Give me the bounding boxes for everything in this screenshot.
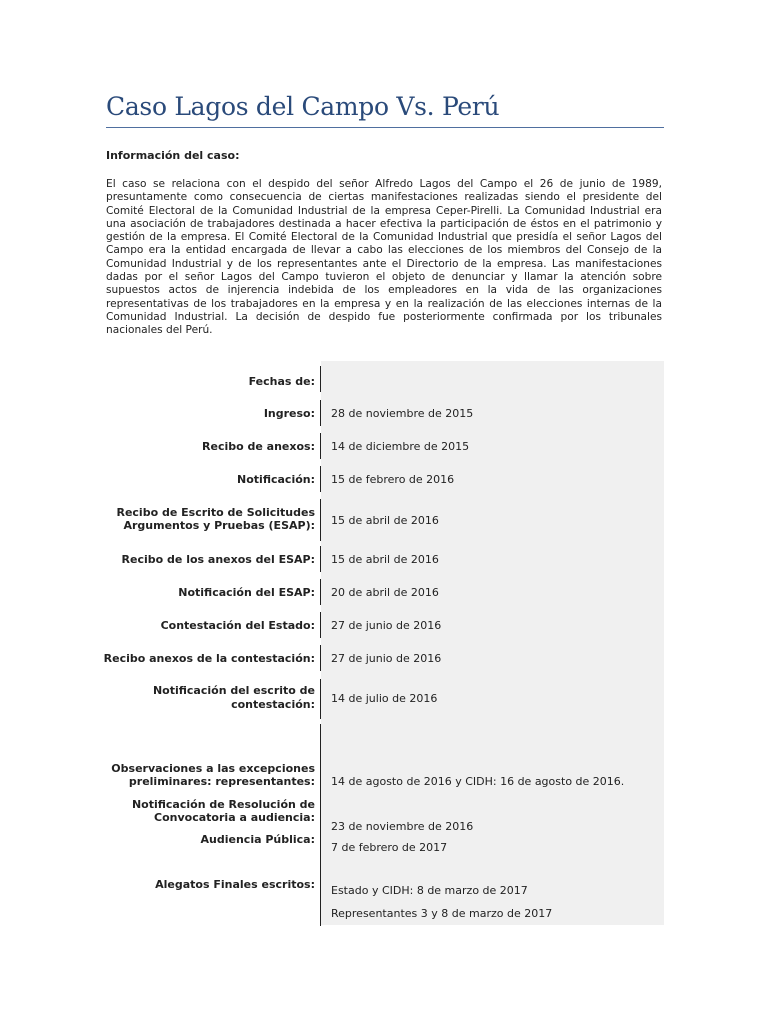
notif-contestacion-label-line1: Notificación del escrito de <box>152 684 315 697</box>
row-divider <box>320 579 321 605</box>
contestacion-value: 27 de junio de 2016 <box>331 619 442 632</box>
audiencia-value: 7 de febrero de 2017 <box>331 841 448 854</box>
row-divider <box>320 546 321 572</box>
anexos-esap-value: 15 de abril de 2016 <box>331 553 439 566</box>
row-divider <box>320 679 321 719</box>
row-divider <box>320 366 321 392</box>
alegatos-label: Alegatos Finales escritos: <box>155 878 315 891</box>
title-underline <box>106 127 664 128</box>
dates-header: Fechas de: <box>248 375 315 388</box>
observaciones-value: 14 de agosto de 2016 y CIDH: 16 de agosto de 2016. <box>331 775 625 788</box>
row-divider <box>320 499 321 541</box>
anexos-label: Recibo de anexos: <box>202 440 315 453</box>
audiencia-label: Audiencia Pública: <box>200 833 315 846</box>
notif-esap-label: Notificación del ESAP: <box>178 586 315 599</box>
observaciones-label-line2: preliminares: representantes: <box>128 775 315 788</box>
notificacion-value: 15 de febrero de 2016 <box>331 473 455 486</box>
anexos-esap-label: Recibo de los anexos del ESAP: <box>121 553 315 566</box>
row-divider <box>320 433 321 459</box>
ingreso-value: 28 de noviembre de 2015 <box>331 407 474 420</box>
alegatos-value-representantes: Representantes 3 y 8 de marzo de 2017 <box>331 907 553 920</box>
anexos-contestacion-label: Recibo anexos de la contestación: <box>103 652 315 665</box>
resolucion-label-line1: Notificación de Resolución de <box>131 798 315 811</box>
row-divider <box>320 645 321 671</box>
notif-esap-value: 20 de abril de 2016 <box>331 586 439 599</box>
resolucion-value: 23 de noviembre de 2016 <box>331 820 474 833</box>
esap-value: 15 de abril de 2016 <box>331 514 439 527</box>
notif-contestacion-label-line2: contestación: <box>231 698 315 711</box>
anexos-contestacion-value: 27 de junio de 2016 <box>331 652 442 665</box>
observaciones-label-line1: Observaciones a las excepciones <box>111 762 315 775</box>
esap-label-line1: Recibo de Escrito de Solicitudes <box>116 506 315 519</box>
resolucion-label-line2: Convocatoria a audiencia: <box>154 811 315 824</box>
case-summary: El caso se relaciona con el despido del señor Alfredo Lagos del Campo el 26 de junio de 1989, presuntamente como consecuencia de ciertas manifestaciones realizadas siendo el presidente del Comité Electoral de la Comunidad Industrial de la empresa Ceper-Pirelli. La Comunidad Industrial era una asociación de trabajadores destinada a hacer efectiva la participación de éstos en el patrimonio y gestión de la empresa. El Comité Electoral de la Comunidad Industrial que presidía el señor Lagos del Campo era la entidad encargada de llevar a cabo las elecciones de los miembros del Consejo de la Comunidad Industrial y de los representantes ante el Directorio de la empresa. Las manifestaciones dadas por el señor Lagos del Campo tuvieron el objeto de denunciar y llamar la atención sobre supuestos actos de injerencia indebida de los empleadores en la vida de las organizaciones representativas de los trabajadores en la empresa y en la realización de las elecciones internas de la Comunidad Industrial. La decisión de despido fue posteriormente confirmada por los tribunales nacionales del Perú. <box>106 178 662 337</box>
row-divider <box>320 466 321 492</box>
ingreso-label: Ingreso: <box>263 407 315 420</box>
anexos-value: 14 de diciembre de 2015 <box>331 440 470 453</box>
row-divider <box>320 724 321 926</box>
alegatos-value-estado: Estado y CIDH: 8 de marzo de 2017 <box>331 884 528 897</box>
notif-contestacion-value: 14 de julio de 2016 <box>331 692 438 705</box>
notificacion-label: Notificación: <box>237 473 315 486</box>
row-divider <box>320 400 321 426</box>
row-divider <box>320 612 321 638</box>
esap-label-line2: Argumentos y Pruebas (ESAP): <box>123 519 315 532</box>
contestacion-label: Contestación del Estado: <box>160 619 315 632</box>
section-label: Información del caso: <box>106 149 240 162</box>
page-title: Caso Lagos del Campo Vs. Perú <box>106 92 500 121</box>
